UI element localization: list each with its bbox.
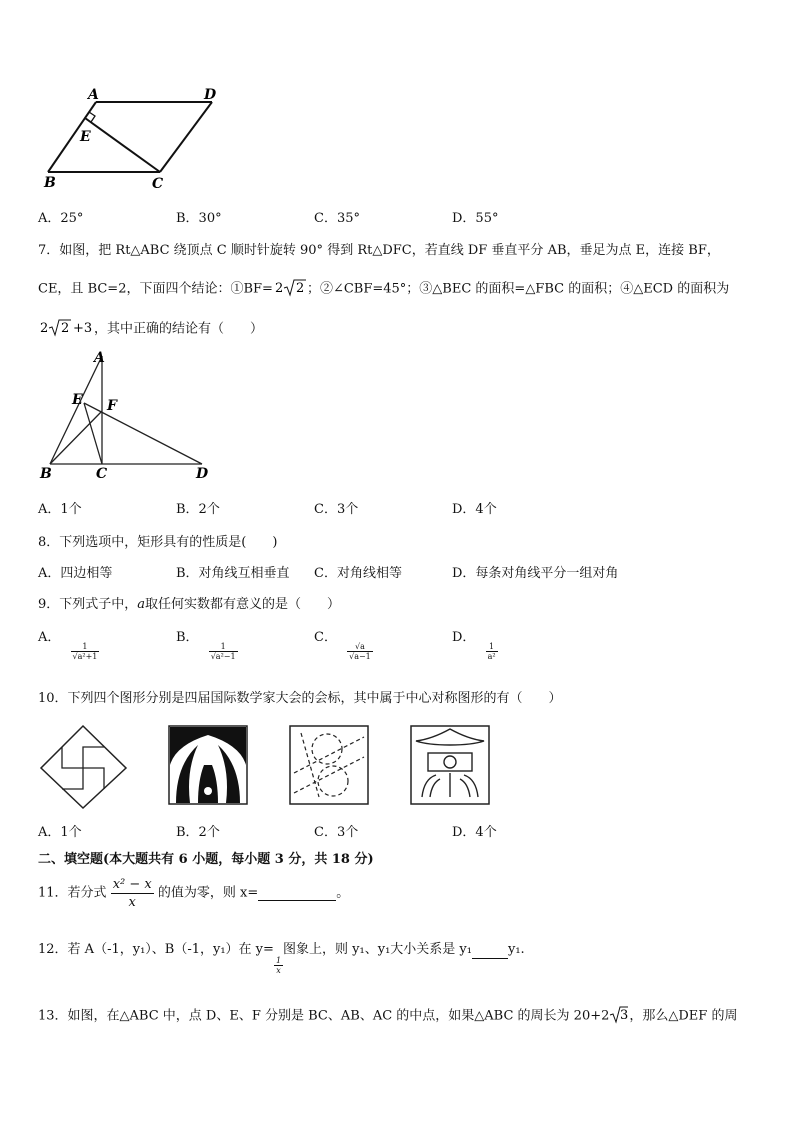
edge-DC (160, 102, 212, 172)
q7-area-value (38, 316, 94, 342)
q6-option-a: A．25° (38, 211, 84, 226)
q10-logo-3-dashed-circles (289, 725, 369, 805)
q10-option-d: D．4个 (452, 825, 497, 840)
q9-option-b-fraction (209, 642, 238, 661)
q9-stem-b: 取任何实数都有意义的是（ ） (145, 597, 341, 612)
q10-logo-2-arches (168, 725, 248, 805)
q12-frac-den: x (276, 966, 281, 975)
q7-line3 (38, 316, 263, 342)
label-C: C (96, 466, 108, 482)
q11-fraction (111, 876, 154, 911)
q11 (38, 876, 349, 911)
q13-sqrt3 (609, 1004, 629, 1028)
q9-option-d-num: 1 (486, 642, 498, 652)
q9-option-a-fraction (71, 642, 100, 661)
q10-option-b: B．2个 (176, 825, 220, 840)
label-E: E (72, 392, 83, 408)
segment-EC (84, 403, 102, 464)
q8-option-b: B．对角线互相垂直 (176, 566, 290, 581)
q6-option-c: C．35° (314, 211, 360, 226)
q10-logo-1-pinwheel (38, 722, 130, 810)
q9-option-d-den: a² (487, 652, 496, 661)
q9-option-a-letter: A． (38, 630, 61, 645)
q12-fraction (274, 956, 283, 975)
q11-answer-blank[interactable] (258, 886, 336, 901)
segment-EC (85, 118, 160, 172)
svg-text:2: 2 (274, 281, 284, 296)
svg-text:+3: +3 (73, 321, 93, 336)
q9-option-c-num: √a (347, 642, 373, 652)
q6-option-d: D．55° (452, 211, 499, 226)
q9-option-b (176, 626, 236, 661)
q10-option-c: C．3个 (314, 825, 359, 840)
q9-option-b-letter: B． (176, 630, 199, 645)
q8-option-a: A．四边相等 (38, 566, 113, 581)
q8-option-d: D．每条对角线平分一组对角 (452, 566, 619, 581)
q9-option-c-den: √a−1 (349, 652, 371, 661)
q7-bf-value (273, 277, 307, 301)
q9-stem-a: 9．下列式子中， (38, 597, 138, 612)
q9-option-d-letter: D． (452, 630, 476, 645)
q7-option-d: D．4个 (452, 502, 497, 517)
label-D: D (204, 87, 217, 103)
q9-option-a (38, 626, 98, 661)
q6-option-b: B．30° (176, 211, 222, 226)
q8-stem: 8．下列选项中，矩形具有的性质是( ) (38, 535, 278, 550)
q12 (38, 938, 525, 975)
q7-line2-part-a: CE，且 BC=2，下面四个结论：①BF= (38, 281, 273, 297)
label-E: E (80, 129, 91, 145)
q9-option-c-letter: C． (314, 630, 337, 645)
q9-stem-var: a (137, 597, 146, 612)
q9-option-a-den: √a²+1 (72, 652, 98, 661)
section-heading-fill-in-blank: 二、填空题(本大题共有 6 小题，每小题 3 分，共 18 分) (38, 852, 374, 867)
label-C: C (152, 176, 164, 192)
q12-part-a: 12．若 A（-1，y₁）、B（-1，y₁）在 y= (38, 942, 274, 957)
segment-AB (50, 356, 102, 464)
label-A: A (94, 350, 105, 366)
q12-frac-num: 1 (275, 956, 282, 965)
q12-answer-blank[interactable] (472, 946, 508, 959)
q7-line2-part-b: ；②∠CBF=45°；③△BEC 的面积=△FBC 的面积；④△ECD 的面积为 (306, 281, 730, 297)
svg-text:2: 2 (40, 321, 49, 336)
q9-option-b-num: 1 (209, 642, 238, 652)
q11-part-b: 的值为零，则 x= (157, 885, 259, 901)
q13-part-a: 13．如图，在△ABC 中，点 D、E、F 分别是 BC、AB、AC 的中点，如果△ABC 的周长为 20+2 (38, 1008, 610, 1024)
q12-part-b: 图象上，则 y₁、y₁大小关系是 y₁ (283, 942, 472, 957)
label-A: A (88, 87, 99, 103)
label-F: F (107, 398, 117, 414)
q10-logo-4-pavilion (410, 725, 490, 805)
q9-option-b-den: √a²−1 (210, 652, 236, 661)
label-B: B (44, 175, 56, 191)
q11-den: x (128, 895, 136, 910)
q7-line1: 7．如图，把 Rt△ABC 绕顶点 C 顺时针旋转 90° 得到 Rt△DFC，若直线 DF 垂直平分 AB，垂足为点 E，连接 BF， (38, 243, 720, 258)
svg-text:3: 3 (620, 1008, 629, 1023)
q9-option-d-fraction (486, 642, 498, 661)
q11-part-a: 11．若分式 (38, 885, 107, 901)
q7-option-c: C．3个 (314, 502, 359, 517)
q12-part-c: y₁. (507, 942, 525, 957)
q9-option-c-fraction (347, 642, 373, 661)
q9-option-c (314, 626, 371, 661)
q13 (38, 1004, 737, 1028)
q10-option-a: A．1个 (38, 825, 82, 840)
label-D: D (196, 466, 209, 482)
label-B: B (40, 466, 52, 482)
q9-stem (38, 593, 340, 612)
q9-option-a-num: 1 (71, 642, 100, 652)
svg-text:2: 2 (61, 321, 70, 336)
q11-part-c: 。 (336, 885, 350, 901)
q7-triangle-figure (36, 348, 216, 484)
q6-parallelogram-figure (38, 84, 253, 194)
q8-option-c: C．对角线相等 (314, 566, 402, 581)
q7-option-a: A．1个 (38, 502, 82, 517)
q7-line2 (38, 277, 729, 301)
q7-option-b: B．2个 (176, 502, 220, 517)
q10-stem: 10．下列四个图形分别是四届国际数学家大会的会标，其中属于中心对称图形的有（ ） (38, 691, 562, 706)
q9-option-d (452, 626, 496, 661)
svg-text:2: 2 (295, 281, 305, 296)
q7-line3-text: ，其中正确的结论有（ ） (94, 321, 264, 337)
q13-part-b: ，那么△DEF 的周 (629, 1008, 738, 1024)
q11-num: x² − x (112, 877, 152, 892)
